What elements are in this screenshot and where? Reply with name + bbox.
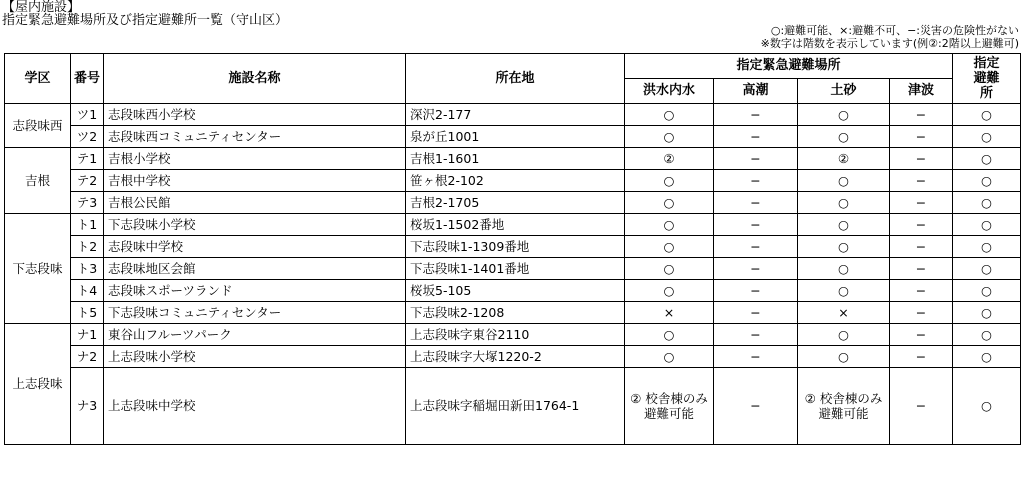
landslide-cell: ② 校舎棟のみ 避難可能: [798, 368, 890, 445]
number-cell: ツ1: [71, 104, 104, 126]
landslide-cell: ○: [798, 258, 890, 280]
header-shelter: [953, 54, 1021, 104]
facility-name-cell: 志段味西コミュニティセンター: [104, 126, 406, 148]
tide-cell: −: [714, 280, 798, 302]
shelter-cell: ○: [953, 324, 1021, 346]
facility-name-cell: 志段味西小学校: [104, 104, 406, 126]
shelter-cell: ○: [953, 104, 1021, 126]
tide-cell: −: [714, 302, 798, 324]
shelter-cell: ○: [953, 192, 1021, 214]
legend-text: ○:避難可能、×:避難不可、−:災害の危険性がない: [770, 24, 1019, 37]
address-cell: 桜坂1-1502番地: [406, 214, 625, 236]
header-district: 学区: [5, 54, 71, 104]
table-row: [5, 258, 1021, 280]
number-cell: ツ2: [71, 126, 104, 148]
shelter-cell: ○: [953, 214, 1021, 236]
table-row: [5, 280, 1021, 302]
landslide-cell: ②: [798, 148, 890, 170]
address-cell: 桜坂5-105: [406, 280, 625, 302]
shelter-cell: ○: [953, 368, 1021, 445]
tide-cell: −: [714, 192, 798, 214]
flood-cell: ×: [625, 302, 714, 324]
tsunami-cell: −: [890, 126, 953, 148]
facility-name-cell: 志段味スポーツランド: [104, 280, 406, 302]
header-flood: 洪水内水: [625, 79, 714, 104]
shelter-table: [4, 53, 1021, 445]
district-cell: 吉根: [5, 148, 71, 214]
tide-cell: −: [714, 236, 798, 258]
table-row: [5, 324, 1021, 346]
tsunami-cell: −: [890, 258, 953, 280]
flood-cell: ○: [625, 126, 714, 148]
flood-cell: ○: [625, 236, 714, 258]
shelter-cell: ○: [953, 126, 1021, 148]
table-row: [5, 236, 1021, 258]
address-cell: 下志段味1-1401番地: [406, 258, 625, 280]
header-shelter-text: 指定避難所: [973, 56, 1000, 101]
table-row: [5, 214, 1021, 236]
tsunami-cell: −: [890, 324, 953, 346]
facility-name-cell: 上志段味小学校: [104, 346, 406, 368]
shelter-cell: ○: [953, 170, 1021, 192]
flood-cell: ○: [625, 214, 714, 236]
number-cell: ト4: [71, 280, 104, 302]
header-emergency-group: 指定緊急避難場所: [625, 54, 953, 79]
section-title: 【屋内施設】: [2, 0, 81, 15]
number-cell: ト5: [71, 302, 104, 324]
table-row: [5, 302, 1021, 324]
shelter-cell: ○: [953, 258, 1021, 280]
number-cell: ト3: [71, 258, 104, 280]
table-row: [5, 126, 1021, 148]
number-cell: ナ3: [71, 368, 104, 445]
landslide-cell: ○: [798, 192, 890, 214]
number-cell: ト1: [71, 214, 104, 236]
header-landslide: 土砂: [798, 79, 890, 104]
flood-cell: ○: [625, 192, 714, 214]
facility-name-cell: 下志段味小学校: [104, 214, 406, 236]
tsunami-cell: −: [890, 192, 953, 214]
district-cell: 志段味西: [5, 104, 71, 148]
facility-name-cell: 志段味地区会館: [104, 258, 406, 280]
number-cell: テ2: [71, 170, 104, 192]
tide-cell: −: [714, 214, 798, 236]
landslide-cell: ○: [798, 346, 890, 368]
flood-cell: ○: [625, 324, 714, 346]
tide-cell: −: [714, 368, 798, 445]
number-cell: ト2: [71, 236, 104, 258]
flood-cell: ○: [625, 104, 714, 126]
number-cell: ナ2: [71, 346, 104, 368]
tsunami-cell: −: [890, 104, 953, 126]
address-cell: 上志段味字稲堀田新田1764-1: [406, 368, 625, 445]
shelter-cell: ○: [953, 346, 1021, 368]
header-name: 施設名称: [104, 54, 406, 104]
facility-name-cell: 吉根小学校: [104, 148, 406, 170]
number-cell: ナ1: [71, 324, 104, 346]
tsunami-cell: −: [890, 302, 953, 324]
district-cell: 下志段味: [5, 214, 71, 324]
address-cell: 泉が丘1001: [406, 126, 625, 148]
flood-cell: ○: [625, 258, 714, 280]
tsunami-cell: −: [890, 214, 953, 236]
address-cell: 吉根2-1705: [406, 192, 625, 214]
number-cell: テ3: [71, 192, 104, 214]
header-tsunami: 津波: [890, 79, 953, 104]
number-cell: テ1: [71, 148, 104, 170]
facility-name-cell: 吉根中学校: [104, 170, 406, 192]
table-row: [5, 192, 1021, 214]
note-text: ※数字は階数を表示しています(例②:2階以上避難可): [760, 37, 1019, 50]
landslide-cell: ○: [798, 126, 890, 148]
tsunami-cell: −: [890, 170, 953, 192]
facility-name-cell: 上志段味中学校: [104, 368, 406, 445]
address-cell: 上志段味字大塚1220-2: [406, 346, 625, 368]
landslide-cell: ○: [798, 170, 890, 192]
table-row: [5, 368, 1021, 445]
table-row: [5, 148, 1021, 170]
header-number: 番号: [71, 54, 104, 104]
tsunami-cell: −: [890, 280, 953, 302]
facility-name-cell: 吉根公民館: [104, 192, 406, 214]
header-address: 所在地: [406, 54, 625, 104]
address-cell: 吉根1-1601: [406, 148, 625, 170]
landslide-cell: ○: [798, 280, 890, 302]
flood-cell: ② 校舎棟のみ 避難可能: [625, 368, 714, 445]
tide-cell: −: [714, 104, 798, 126]
flood-cell: ○: [625, 280, 714, 302]
landslide-cell: ○: [798, 214, 890, 236]
tide-cell: −: [714, 148, 798, 170]
address-cell: 下志段味1-1309番地: [406, 236, 625, 258]
facility-name-cell: 下志段味コミュニティセンター: [104, 302, 406, 324]
tide-cell: −: [714, 170, 798, 192]
tsunami-cell: −: [890, 368, 953, 445]
tsunami-cell: −: [890, 148, 953, 170]
address-cell: 笹ヶ根2-102: [406, 170, 625, 192]
table-body: [5, 104, 1021, 445]
tide-cell: −: [714, 324, 798, 346]
table-row: [5, 104, 1021, 126]
tide-cell: −: [714, 258, 798, 280]
landslide-cell: ○: [798, 236, 890, 258]
tide-cell: −: [714, 346, 798, 368]
table-row: [5, 170, 1021, 192]
flood-cell: ②: [625, 148, 714, 170]
landslide-cell: ○: [798, 324, 890, 346]
header-tide: 高潮: [714, 79, 798, 104]
tide-cell: −: [714, 126, 798, 148]
facility-name-cell: 志段味中学校: [104, 236, 406, 258]
landslide-cell: ○: [798, 104, 890, 126]
shelter-cell: ○: [953, 280, 1021, 302]
landslide-cell: ×: [798, 302, 890, 324]
facility-name-cell: 東谷山フルーツパーク: [104, 324, 406, 346]
address-cell: 深沢2-177: [406, 104, 625, 126]
tsunami-cell: −: [890, 346, 953, 368]
shelter-cell: ○: [953, 302, 1021, 324]
address-cell: 上志段味字東谷2110: [406, 324, 625, 346]
flood-cell: ○: [625, 346, 714, 368]
address-cell: 下志段味2-1208: [406, 302, 625, 324]
shelter-cell: ○: [953, 236, 1021, 258]
table-row: [5, 346, 1021, 368]
shelter-cell: ○: [953, 148, 1021, 170]
tsunami-cell: −: [890, 236, 953, 258]
flood-cell: ○: [625, 170, 714, 192]
district-cell: 上志段味: [5, 324, 71, 445]
document-title: 指定緊急避難場所及び指定避難所一覧（守山区）: [2, 13, 289, 28]
